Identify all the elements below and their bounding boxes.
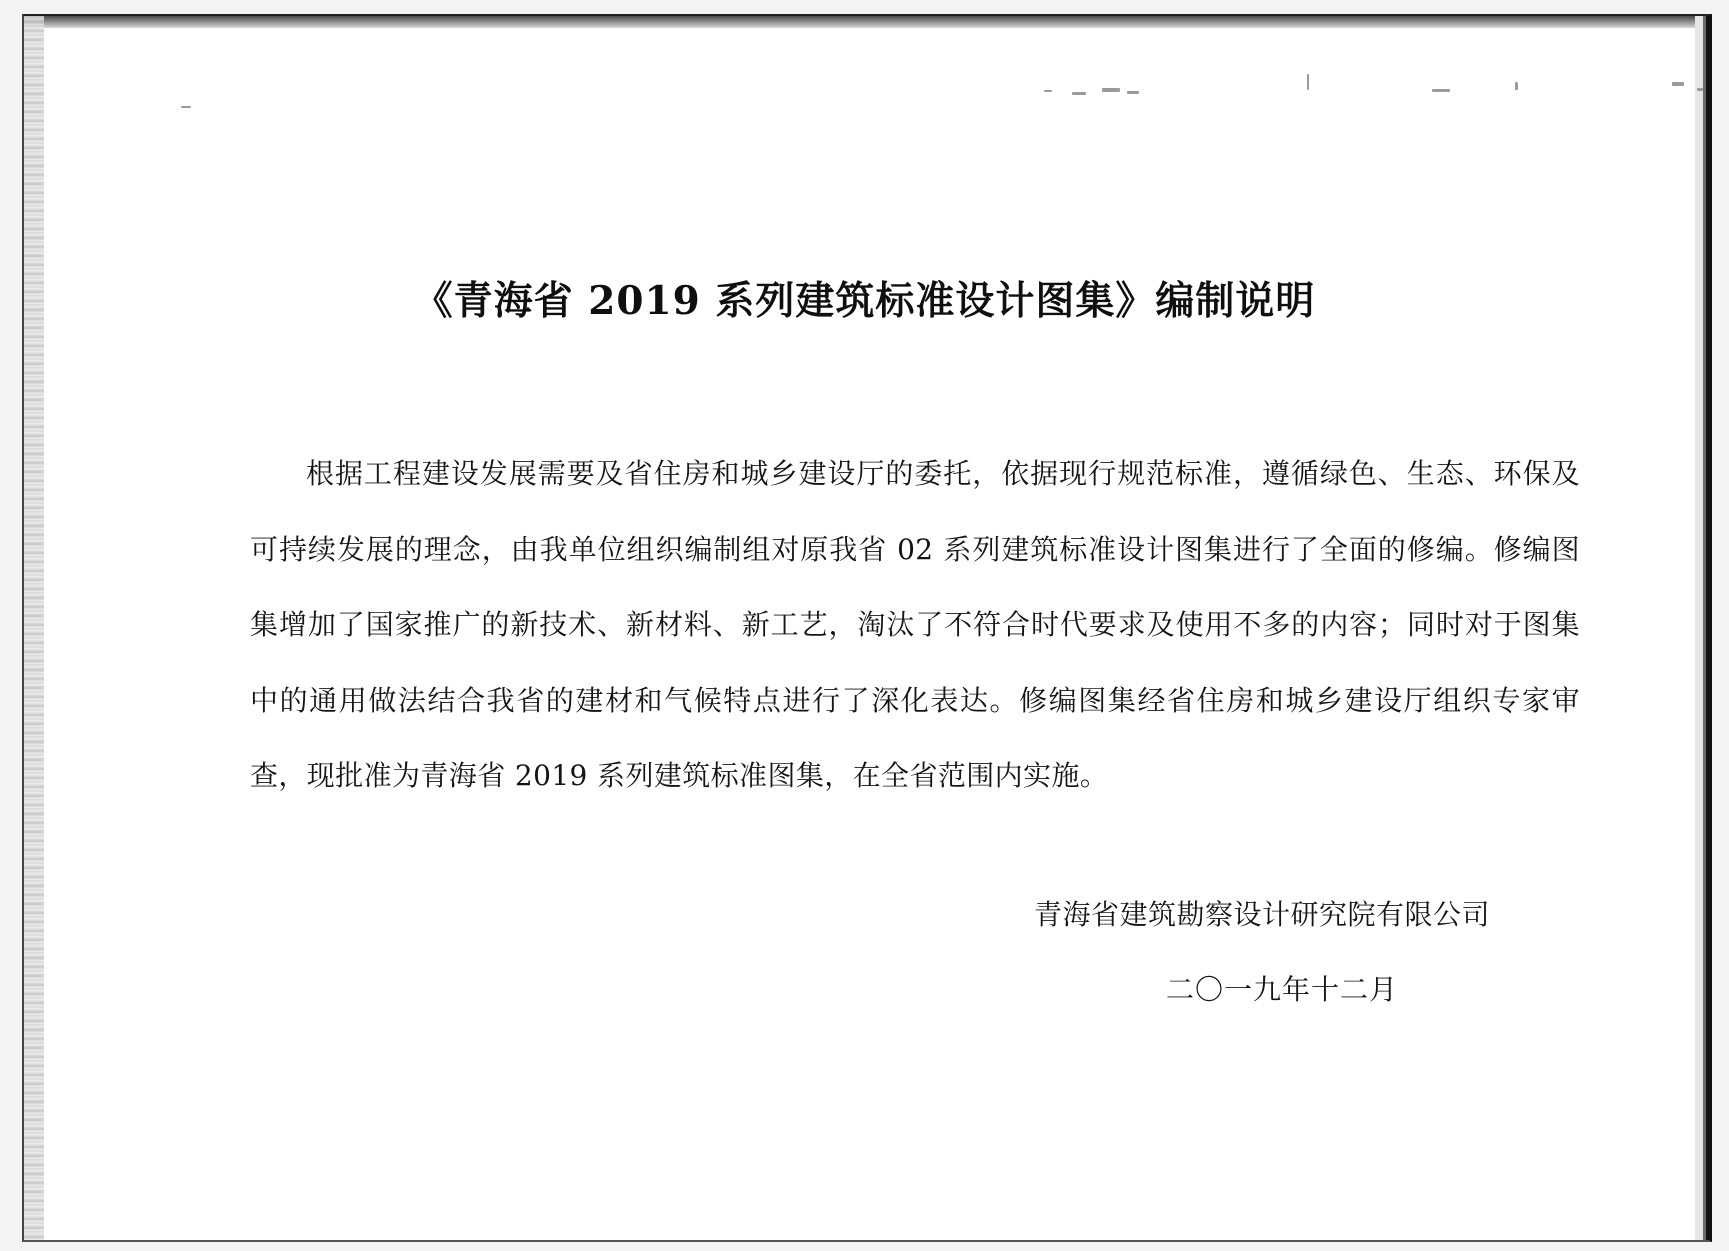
scan-speck (181, 106, 191, 108)
page-right-edge (1695, 16, 1709, 1240)
scan-speck (1072, 92, 1086, 95)
scan-speck (1515, 82, 1518, 90)
scan-speck (1307, 74, 1309, 90)
document-title: 《青海省 2019 系列建筑标准设计图集》编制说明 (413, 278, 1316, 324)
scan-speck (1697, 88, 1703, 91)
issue-date: 二〇一九年十二月 (1166, 973, 1399, 1006)
body-paragraph: 根据工程建设发展需要及省住房和城乡建设厅的委托，依据现行规范标准，遵循绿色、生态、环保及可持续发展的理念，由我单位组织编制组对原我省 02 系列建筑标准设计图集进行了全面的修编。修编图集增加了国家推广的新技术、新材料、新工艺，淘汰了不符合时代要求及使用不多的内容；同时对于图集中的通用做法结合我省的建材和气候特点进行了深化表达。修编图集经省住房和城乡建设厅组织专家审查，现批准为青海省 2019 系列建筑标准图集，在全省范围内实施。 (250, 457, 1580, 792)
page-left-edge (24, 16, 44, 1240)
scan-speck (1127, 91, 1139, 94)
body-section (250, 436, 1580, 814)
scan-speck (1102, 88, 1120, 92)
page-top-edge (24, 16, 1709, 28)
scan-speck (1432, 89, 1450, 92)
scan-speck (1044, 90, 1052, 92)
issuing-organization: 青海省建筑勘察设计研究院有限公司 (1034, 898, 1491, 931)
scan-speck (1672, 82, 1684, 86)
